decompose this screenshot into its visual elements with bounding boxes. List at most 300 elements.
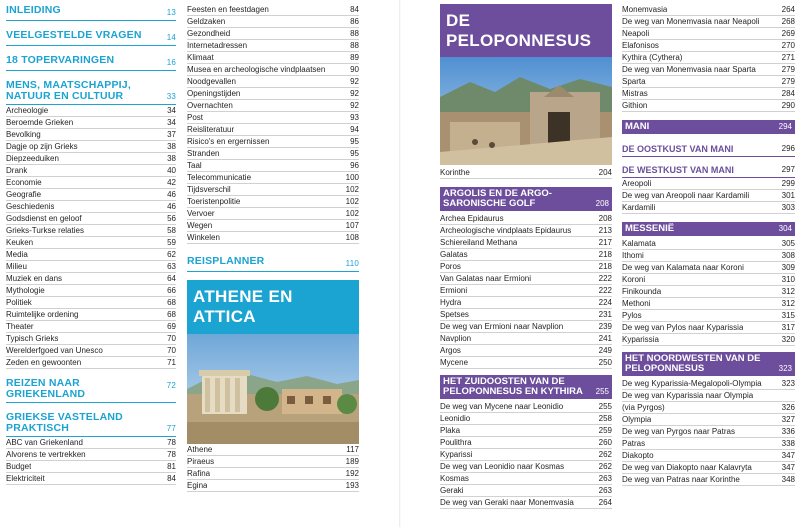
toc-entry-name: De weg van Mycene naar Leonidio [440, 402, 564, 411]
toc-entry[interactable] [187, 220, 359, 232]
toc-entry-page: 320 [781, 335, 795, 344]
toc-entry-name: Methoni [622, 299, 651, 308]
toc-entry-name: Geografie [6, 190, 42, 199]
toc-entry-page: 88 [350, 41, 359, 50]
toc-entry[interactable] [6, 461, 176, 473]
toc-entry-page: 38 [167, 142, 176, 151]
toc-entry[interactable] [187, 4, 359, 16]
toc-entry[interactable] [187, 124, 359, 136]
toc-entry[interactable] [440, 473, 612, 485]
toc-entry-page: 68 [167, 298, 176, 307]
toc-entry-name: De weg van Monemvasia naar Neapoli [622, 17, 760, 26]
toc-entry[interactable] [622, 274, 795, 286]
toc-entry[interactable] [622, 88, 795, 100]
toc-entry[interactable] [440, 249, 612, 261]
toc-entry-page: 78 [167, 438, 176, 447]
toc-entry[interactable] [187, 100, 359, 112]
toc-entry-page: 258 [598, 414, 612, 423]
toc-entry[interactable] [622, 76, 795, 88]
toc-entry-name: Pylos [622, 311, 642, 320]
toc-entry[interactable] [440, 213, 612, 225]
toc-entry[interactable] [6, 357, 176, 369]
toc-entry[interactable] [187, 468, 359, 480]
toc-entry[interactable] [622, 16, 795, 28]
toc-entry[interactable] [6, 273, 176, 285]
toc-entry[interactable] [6, 473, 176, 485]
toc-entry[interactable] [6, 309, 176, 321]
toc-entry-name: Koroni [622, 275, 646, 284]
toc-entry[interactable] [187, 64, 359, 76]
toc-entry-page: 290 [781, 101, 795, 110]
toc-entry-name: Beroemde Grieken [6, 118, 74, 127]
toc-entry[interactable] [622, 178, 795, 190]
toc-entry[interactable] [187, 28, 359, 40]
toc-entry-page: 323 [781, 379, 795, 388]
toc-entry-page: 338 [781, 439, 795, 448]
toc-entry[interactable] [6, 437, 176, 449]
toc-entry-page: 189 [345, 457, 359, 466]
toc-entry[interactable] [6, 165, 176, 177]
toc-entry[interactable] [622, 462, 795, 474]
toc-entry[interactable] [6, 285, 176, 297]
toc-entry-page: 336 [781, 427, 795, 436]
region-title-peloponnesus[interactable]: DE PELOPONNESUS [440, 4, 612, 57]
toc-entry-name: Poros [440, 262, 461, 271]
toc-entry[interactable] [622, 286, 795, 298]
toc-entry-name: Navplion [440, 334, 472, 343]
toc-entry-name: ABC van Griekenland [6, 438, 83, 447]
toc-entry-name: Overnachten [187, 101, 233, 110]
toc-entry[interactable] [440, 273, 612, 285]
toc-entry[interactable] [440, 425, 612, 437]
toc-entry[interactable] [440, 437, 612, 449]
toc-entry-page: 78 [167, 450, 176, 459]
athens-photo [187, 334, 359, 444]
toc-entry-page: 71 [167, 358, 176, 367]
toc-entry[interactable] [187, 184, 359, 196]
toc-entry[interactable] [622, 40, 795, 52]
toc-entry-page: 40 [167, 166, 176, 175]
toc-entry-page: 268 [781, 17, 795, 26]
toc-entry-name: Musea en archeologische vindplaatsen [187, 65, 326, 74]
toc-entry[interactable] [440, 449, 612, 461]
toc-entry-page: 308 [781, 251, 795, 260]
toc-entry-page: 70 [167, 346, 176, 355]
toc-entry-page: 217 [598, 238, 612, 247]
toc-section-westkust[interactable]: DE WESTKUST VAN MANI 297 [622, 165, 795, 178]
toc-entry-name: De weg Kyparissia-Megalopoli-Olympia [622, 379, 762, 388]
toc-entry-name: Ithomi [622, 251, 644, 260]
toc-entry[interactable] [440, 461, 612, 473]
toc-entry-page: 208 [598, 214, 612, 223]
toc-entry[interactable] [6, 105, 176, 117]
toc-entry-page: 64 [167, 274, 176, 283]
toc-entry[interactable] [6, 213, 176, 225]
toc-entry-page: 46 [167, 202, 176, 211]
toc-entry-page: 305 [781, 239, 795, 248]
toc-entry-page: 84 [350, 5, 359, 14]
toc-entry-name: Budget [6, 462, 32, 471]
toc-entry-name: Stranden [187, 149, 220, 158]
toc-section-mani[interactable]: MANI 294 [622, 120, 795, 134]
toc-entry-page: 117 [346, 445, 359, 454]
toc-entry[interactable] [622, 262, 795, 274]
toc-entry[interactable] [440, 237, 612, 249]
toc-entry-page: 68 [167, 310, 176, 319]
toc-entry-name: Ruimtelijke ordening [6, 310, 79, 319]
toc-entry-name: Geschiedenis [6, 202, 55, 211]
toc-entry-name: Archeologie [6, 106, 49, 115]
toc-entry[interactable] [622, 238, 795, 250]
toc-section-argolis[interactable]: ARGOLIS EN DE ARGO-SARONISCHE GOLF 208 [440, 187, 612, 211]
toc-entry-page: 94 [350, 125, 359, 134]
toc-entry[interactable] [6, 449, 176, 461]
toc-entry[interactable] [6, 321, 176, 333]
toc-entry-page: 259 [598, 426, 612, 435]
toc-entry-name: Media [6, 250, 28, 259]
toc-entry-page: 299 [781, 179, 795, 188]
toc-entry-page: 66 [167, 286, 176, 295]
toc-entry-name: Taal [187, 161, 202, 170]
toc-entry-page: 213 [598, 226, 612, 235]
mycene-photo [440, 57, 612, 165]
toc-entry-name: Zeden en gewoonten [6, 358, 82, 367]
toc-entry[interactable] [187, 76, 359, 88]
toc-entry-page: 96 [350, 161, 359, 170]
toc-entry-name: De weg van Pyrgos naar Patras [622, 427, 735, 436]
toc-entry-name: De weg van Ermioni naar Navplion [440, 322, 564, 331]
toc-entry[interactable] [440, 333, 612, 345]
toc-entry[interactable] [622, 64, 795, 76]
toc-section-inleiding[interactable]: INLEIDING 13 [6, 5, 176, 21]
toc-entry-page: 58 [167, 226, 176, 235]
toc-entry-page: 88 [350, 29, 359, 38]
toc-entry-page: 102 [345, 197, 359, 206]
toc-entry-name: Alvorens te vertrekken [6, 450, 86, 459]
toc-entry-page: 62 [167, 250, 176, 259]
toc-entry-name: Neapoli [622, 29, 650, 38]
toc-entry-name: Mistras [622, 89, 648, 98]
toc-entry-name: Athene [187, 445, 213, 454]
toc-entry[interactable] [440, 297, 612, 309]
lion-gate-image [440, 57, 612, 165]
toc-entry[interactable] [622, 310, 795, 322]
toc-entry[interactable] [6, 141, 176, 153]
toc-entry-list [187, 444, 359, 492]
toc-entry-page: 271 [781, 53, 795, 62]
toc-entry[interactable] [187, 456, 359, 468]
toc-entry-page: 255 [598, 402, 612, 411]
toc-section-noordwesten[interactable]: HET NOORDWESTEN VAN DE PELOPONNESUS 323 [622, 352, 795, 376]
toc-entry[interactable] [6, 297, 176, 309]
toc-entry-page: 279 [781, 77, 795, 86]
toc-entry-name: De weg van Leonidio naar Kosmas [440, 462, 565, 471]
region-title-attica[interactable]: ATHENE EN ATTICA [187, 280, 359, 334]
toc-entry-page: 81 [167, 462, 176, 471]
toc-entry-page: 264 [781, 5, 795, 14]
toc-entry-name: Diakopto [622, 451, 654, 460]
toc-entry-page: 224 [598, 298, 612, 307]
toc-entry[interactable] [622, 450, 795, 462]
toc-entry-page: 347 [781, 463, 795, 472]
toc-entry-name: Monemvasia [622, 5, 668, 14]
toc-entry-name: Werelderfgoed van Unesco [6, 346, 103, 355]
toc-entry-name: Klimaat [187, 53, 214, 62]
toc-entry[interactable] [440, 261, 612, 273]
toc-entry-name: De weg van Kalamata naar Koroni [622, 263, 744, 272]
toc-entry-name: Plaka [440, 426, 461, 435]
page-gutter [399, 0, 401, 527]
toc-column-2 [187, 4, 359, 492]
toc-entry[interactable] [622, 426, 795, 438]
toc-entry[interactable] [440, 401, 612, 413]
toc-entry[interactable] [6, 261, 176, 273]
toc-entry[interactable] [6, 249, 176, 261]
toc-entry-name: Galatas [440, 250, 468, 259]
toc-section-mens[interactable]: MENS, MAATSCHAPPIJ, NATUUR EN CULTUUR 33 [6, 80, 176, 105]
toc-entry[interactable] [187, 196, 359, 208]
toc-entry-page: 102 [345, 209, 359, 218]
toc-entry-page: 241 [598, 334, 612, 343]
toc-entry-page: 95 [350, 137, 359, 146]
toc-entry-name: Dagje op zijn Grieks [6, 142, 78, 151]
toc-entry[interactable] [440, 497, 612, 509]
toc-entry-page: 92 [350, 89, 359, 98]
toc-entry-page: 301 [781, 191, 795, 200]
toc-entry[interactable] [187, 172, 359, 184]
toc-entry-name: De weg van Geraki naar Monemvasia [440, 498, 574, 507]
toc-entry-name: Elektriciteit [6, 474, 45, 483]
toc-entry-name: Sparta [622, 77, 646, 86]
toc-entry[interactable] [622, 250, 795, 262]
toc-section-oostkust[interactable]: DE OOSTKUST VAN MANI 296 [622, 144, 795, 157]
toc-entry-name: Milieu [6, 262, 27, 271]
toc-entry-page: 37 [167, 130, 176, 139]
toc-entry-page: 327 [781, 415, 795, 424]
toc-entry-name: Kyparissi [440, 450, 473, 459]
toc-entry-name: Wegen [187, 221, 213, 230]
toc-entry[interactable] [440, 345, 612, 357]
toc-entry[interactable] [187, 136, 359, 148]
toc-entry[interactable] [6, 189, 176, 201]
toc-entry-name: Archea Epidaurus [440, 214, 504, 223]
toc-entry[interactable] [187, 52, 359, 64]
toc-entry[interactable] [187, 112, 359, 124]
toc-entry[interactable] [622, 202, 795, 214]
toc-section-topervaringen[interactable]: 18 TOPERVARINGEN 16 [6, 55, 176, 71]
toc-entry-page: 89 [350, 53, 359, 62]
toc-entry-page: 312 [781, 287, 795, 296]
toc-entry[interactable] [440, 485, 612, 497]
toc-entry[interactable] [187, 88, 359, 100]
toc-entry-page: 239 [598, 322, 612, 331]
toc-entry-page: 269 [781, 29, 795, 38]
toc-entry-page: 84 [167, 474, 176, 483]
toc-entry-name: De weg van Monemvasia naar Sparta [622, 65, 756, 74]
toc-entry-name: Muziek en dans [6, 274, 63, 283]
toc-entry[interactable] [187, 232, 359, 244]
toc-entry-name: Winkelen [187, 233, 220, 242]
toc-entry[interactable] [622, 474, 795, 486]
toc-entry-name: Spetses [440, 310, 469, 319]
toc-entry-name: Toeristenpolitie [187, 197, 241, 206]
toc-entry-page: 315 [781, 311, 795, 320]
toc-entry-page: 92 [350, 101, 359, 110]
toc-entry[interactable] [187, 208, 359, 220]
toc-entry-page: 100 [345, 173, 359, 182]
toc-entry[interactable] [187, 148, 359, 160]
toc-entry[interactable] [6, 333, 176, 345]
toc-entry-list [6, 437, 176, 485]
toc-entry[interactable] [440, 285, 612, 297]
toc-entry-name: Kardamili [622, 203, 656, 212]
toc-entry-page: 34 [167, 106, 176, 115]
toc-entry-list [622, 378, 795, 486]
toc-entry-page: 42 [167, 178, 176, 187]
toc-entry[interactable] [622, 390, 795, 402]
toc-entry[interactable] [622, 414, 795, 426]
toc-entry-name: Theater [6, 322, 34, 331]
toc-entry-name: Argos [440, 346, 461, 355]
toc-entry-name: Keuken [6, 238, 34, 247]
toc-entry[interactable] [440, 225, 612, 237]
toc-entry-page: 270 [781, 41, 795, 50]
toc-entry-page: 218 [598, 250, 612, 259]
toc-entry-name: Internetadressen [187, 41, 248, 50]
toc-entry-name: Noodgevallen [187, 77, 236, 86]
toc-entry-name: Mycene [440, 358, 469, 367]
toc-entry-name: Bevolking [6, 130, 41, 139]
toc-entry[interactable] [440, 309, 612, 321]
toc-entry[interactable] [6, 153, 176, 165]
toc-entry-name: Patras [622, 439, 646, 448]
toc-entry-page: 312 [781, 299, 795, 308]
toc-entry[interactable] [187, 160, 359, 172]
toc-entry-name: Godsdienst en geloof [6, 214, 82, 223]
toc-entry[interactable] [622, 378, 795, 390]
toc-entry-name: Elafonisos [622, 41, 659, 50]
toc-entry-page: 348 [781, 475, 795, 484]
toc-entry-name: Mythologie [6, 286, 45, 295]
toc-entry[interactable] [622, 298, 795, 310]
toc-entry[interactable] [6, 117, 176, 129]
toc-section-messenie[interactable]: MESSENIË 304 [622, 222, 795, 236]
toc-entry-page: 309 [781, 263, 795, 272]
toc-entry[interactable]: Korinthe 204 [440, 168, 612, 177]
toc-section-zuidoosten[interactable]: HET ZUIDOOSTEN VAN DE PELOPONNESUS EN KYTHIRA 255 [440, 375, 612, 399]
toc-entry-name: Areopoli [622, 179, 652, 188]
toc-entry[interactable] [440, 321, 612, 333]
toc-entry-page: 108 [345, 233, 359, 242]
toc-entry[interactable] [6, 237, 176, 249]
toc-entry-name: De weg van Patras naar Korinthe [622, 475, 740, 484]
toc-entry[interactable] [622, 322, 795, 334]
toc-entry-name: Rafina [187, 469, 211, 478]
toc-entry[interactable] [187, 444, 359, 456]
toc-entry-name: Olympia [622, 415, 652, 424]
toc-entry-page: 326 [781, 403, 795, 412]
toc-entry[interactable] [622, 190, 795, 202]
toc-entry[interactable] [440, 357, 612, 369]
toc-entry-page: 193 [345, 481, 359, 490]
toc-entry-list [622, 178, 795, 214]
toc-entry-page: 92 [350, 77, 359, 86]
toc-section-vasteland[interactable]: GRIEKSE VASTELAND PRAKTISCH 77 [6, 412, 176, 437]
toc-entry[interactable] [187, 40, 359, 52]
toc-entry-page: 250 [598, 358, 612, 367]
toc-entry-name: Drank [6, 166, 28, 175]
toc-column-4 [622, 4, 795, 486]
toc-entry-page: 192 [345, 469, 359, 478]
toc-entry[interactable] [622, 334, 795, 346]
toc-entry[interactable] [622, 402, 795, 414]
toc-entry-name: Hydra [440, 298, 462, 307]
toc-entry-page: 95 [350, 149, 359, 158]
toc-entry-name: Geraki [440, 486, 464, 495]
toc-entry[interactable] [440, 413, 612, 425]
toc-entry-page: 263 [598, 474, 612, 483]
toc-entry-name: Egina [187, 481, 208, 490]
toc-entry-name: Kythira (Cythera) [622, 53, 683, 62]
toc-entry-name: Poulithra [440, 438, 472, 447]
toc-entry-name: De weg van Areopoli naar Kardamili [622, 191, 750, 200]
toc-entry-page: 284 [781, 89, 795, 98]
toc-section-reisplanner[interactable]: REISPLANNER 110 [187, 256, 359, 272]
toc-entry-page: 303 [781, 203, 795, 212]
toc-entry[interactable] [6, 345, 176, 357]
toc-entry-name: (via Pyrgos) [622, 403, 665, 412]
toc-entry-list [622, 238, 795, 346]
toc-section-vragen[interactable]: VEELGESTELDE VRAGEN 14 [6, 30, 176, 46]
toc-entry-name: Githion [622, 101, 648, 110]
toc-entry-name: Typisch Grieks [6, 334, 59, 343]
toc-entry-name: Feesten en feestdagen [187, 5, 269, 14]
toc-entry-page: 63 [167, 262, 176, 271]
toc-entry-name: Piraeus [187, 457, 215, 466]
toc-entry[interactable] [187, 480, 359, 492]
toc-entry[interactable] [6, 201, 176, 213]
toc-entry-name: Reisliteratuur [187, 125, 235, 134]
toc-entry[interactable] [6, 177, 176, 189]
toc-entry-name: De weg van Diakopto naar Kalavryta [622, 463, 752, 472]
toc-entry-name: Risico's en ergernissen [187, 137, 270, 146]
toc-entry-page: 279 [781, 65, 795, 74]
toc-entry-name: Tijdsverschil [187, 185, 231, 194]
toc-section-reizen[interactable]: REIZEN NAAR GRIEKENLAND 72 [6, 378, 176, 403]
toc-entry-name: Economie [6, 178, 42, 187]
toc-entry-page: 56 [167, 214, 176, 223]
toc-entry[interactable] [187, 16, 359, 28]
toc-entry[interactable] [6, 129, 176, 141]
toc-entry-name: Politiek [6, 298, 32, 307]
toc-entry[interactable] [622, 28, 795, 40]
toc-entry[interactable] [622, 52, 795, 64]
toc-entry-list [187, 4, 359, 244]
toc-entry[interactable] [622, 100, 795, 112]
toc-entry-name: Openingstijden [187, 89, 241, 98]
toc-entry[interactable] [622, 4, 795, 16]
toc-entry-page: 231 [598, 310, 612, 319]
toc-entry-name: De weg van Kyparissia naar Olympia [622, 391, 754, 400]
toc-entry[interactable] [6, 225, 176, 237]
toc-entry-page: 102 [345, 185, 359, 194]
toc-entry-page: 218 [598, 262, 612, 271]
toc-entry-page: 90 [350, 65, 359, 74]
toc-entry-page: 347 [781, 451, 795, 460]
toc-entry-page: 310 [781, 275, 795, 284]
toc-column-1 [6, 5, 176, 485]
toc-entry[interactable] [622, 438, 795, 450]
